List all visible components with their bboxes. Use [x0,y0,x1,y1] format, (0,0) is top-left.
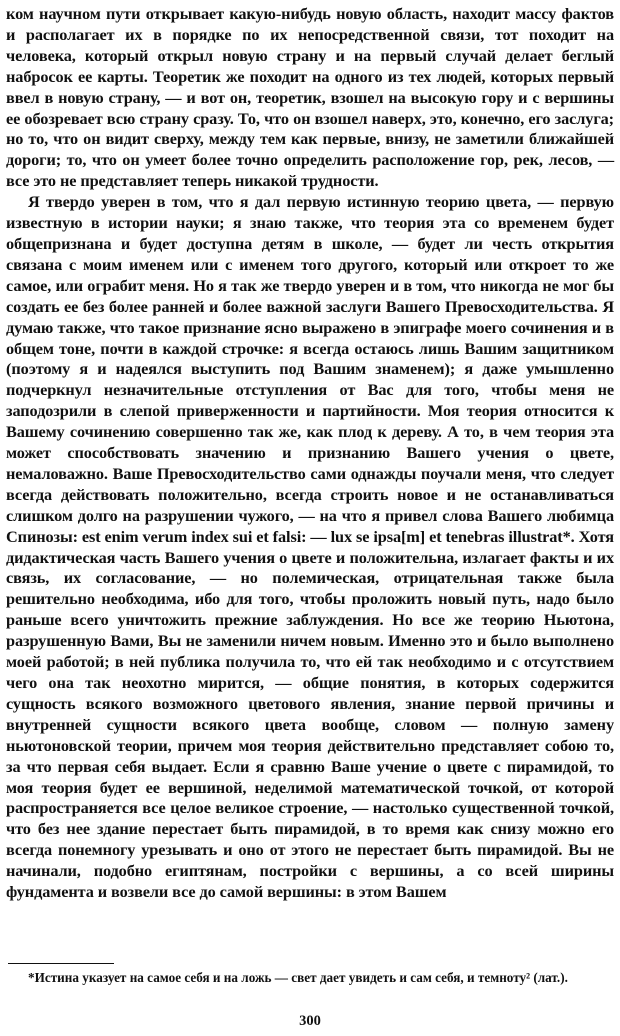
paragraph-continued: ком научном пути открывает какую-нибудь новую область, находит массу фактов и располагает их в порядке по их непосредственной связи, тот походит на человека, который открыл новую страну и на первый случай делает беглый набросок ее карты. Теоретик же походит на одного из тех людей, которых первый ввел в новую страну, — и вот он, теоретик, взошел на высокую гору и с вершины ее обозревает всю страну сразу. То, что он взошел наверх, это, конечно, его заслуга; но то, что он видит сверху, между тем как первые, внизу, не заметили ближайшей дороги; то, что он умеет более точно определить расположение гор, рек, лесов, — все это не представляет теперь никакой трудности. [6,4,614,191]
footnote-divider [8,963,114,964]
paragraph-theory-of-color: Я твердо уверен в том, что я дал первую истинную теорию цвета, — первую известную в истории науки; я знаю также, что теория эта со временем будет общепризнана и будет доступна детям в школе, — будет ли честь открытия связана с моим именем или с именем того другого, который или откроет то же самое, или ограбит меня. Но я так же твердо уверен и в том, что никогда не мог бы создать ее без более ранней и более важной заслуги Вашего Превосходительства. Я думаю также, что такое признание ясно выражено в эпиграфе моего сочинения и в общем тоне, почти в каждой строчке: я всегда остаюсь лишь Вашим защитником (поэтому я и надеялся выступить под Вашим знаменем); я даже умышленно подчеркнул незначительные отступления от Вас для того, чтобы меня не заподозрили в слепой приверженности и партийности. Моя теория относится к Вашему сочинению совершенно так же, как плод к дереву. А то, в чем теория эта может способствовать значению и признанию Вашего учения о цвете, немаловажно. Ваше Превосходительство сами однажды поучали меня, что следует всегда действовать положительно, всегда строить новое и не останавливаться слишком долго на разрушении чужого, — на что я привел слова Вашего любимца Спинозы: est enim verum index sui et falsi: — lux se ipsa[m] et tenebras illustrat*. Хотя дидактическая часть Вашего учения о цвете и положительна, излагает факты и их связь, их согласование, — но полемическая, отрицательная также была решительно необходима, ибо для того, чтобы проложить новый путь, надо было раньше всего уничтожить прежние заблуждения. Но все же теорию Ньютона, разрушенную Вами, Вы не заменили ничем новым. Именно это и было выполнено моей работой; в ней публика получила то, что ей так необходимо и с отсутствием чего она так неохотно мирится, — общие понятия, в которых содержится сущность всякого возможного цветового явления, знание первой причины и внутренней сущности всякого цвета вообще, словом — полную замену ньютоновской теории, причем моя теория действительно представляет собою то, за что первая себя выдает. Если я сравню Ваше учение о цвете с пирамидой, то моя теория будет ее вершиной, неделимой математической точкой, от которой распространяется все целое великое строение, — настолько существенной точкой, что без нее здание перестает быть пирамидой, в то время как снизу можно его всегда понемногу урезывать и оно от этого не перестает быть пирамидой. Вы не начинали, подобно египтянам, постройки с вершины, а со всей ширины фундамента и возвели все до самой вершины: в этом Вашем [6,192,614,902]
body-text [6,4,614,903]
page-number: 300 [299,1013,321,1029]
footnote: *Истина указует на самое себя и на ложь — свет дает увидеть и сам себя, и темноту² (лат.). [28,970,568,985]
